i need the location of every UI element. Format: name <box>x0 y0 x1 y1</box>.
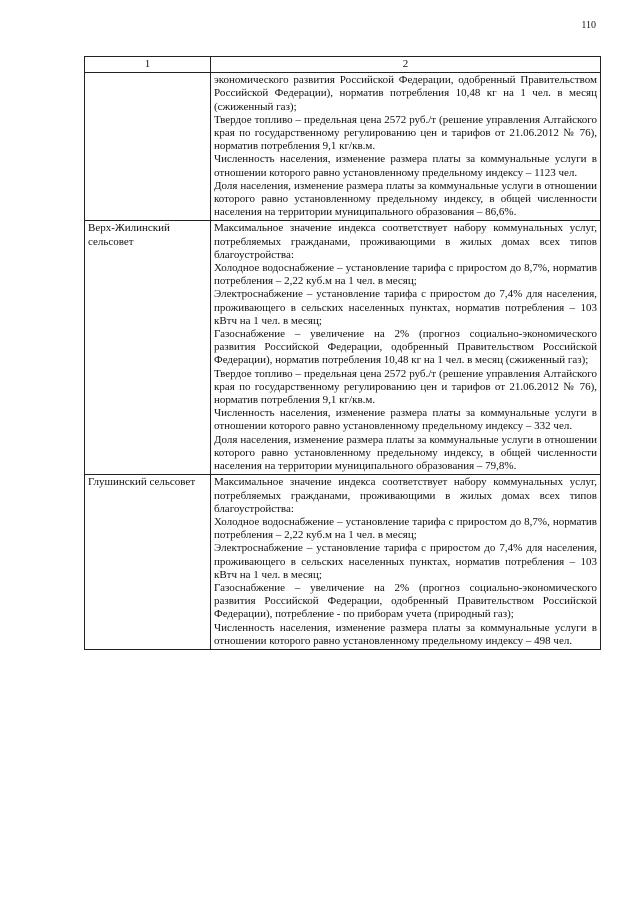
description-cell <box>211 475 601 650</box>
paragraph: экономического развития Российской Федерации, одобренный Правительством Российской Федерации), норматив потребления 10,48 кг на 1 чел. в месяц (сжиженный газ); <box>214 74 597 113</box>
table-row <box>85 221 601 475</box>
municipality-name: Верх-Жилинский сельсовет <box>88 222 170 248</box>
paragraph: Холодное водоснабжение – установление тарифа с приростом до 8,7%, норматив потребления – 2,22 куб.м на 1 чел. в месяц; <box>214 515 597 542</box>
description-cell <box>211 221 601 475</box>
table-header-row <box>85 57 601 73</box>
paragraph: Доля населения, изменение размера платы за коммунальные услуги в отношении которого равно установленному предельному индексу, в общей численности населения на территории муниципального образования – 86,6%. <box>214 179 597 219</box>
municipality-cell <box>85 73 211 221</box>
page-number: 110 <box>581 20 596 31</box>
paragraph: Газоснабжение – увеличение на 2% (прогноз социально-экономического развития Российской Федерации, одобренный Правительством Российской Федерации), потребление - по приборам учета (природный газ); <box>214 581 597 621</box>
municipality-name: Глушинский сельсовет <box>88 476 196 489</box>
table-row <box>85 475 601 650</box>
column-header-1: 1 <box>85 57 211 73</box>
paragraph: Максимальное значение индекса соответствует набору коммунальных услуг, потребляемых гражданами, проживающими в жилых домах всех типов благоустройства: <box>214 476 597 515</box>
paragraph: Доля населения, изменение размера платы за коммунальные услуги в отношении которого равно установленному предельному индексу, в общей численности населения на территории муниципального образования – 79,8%. <box>214 433 597 473</box>
municipality-cell <box>85 475 211 650</box>
description-cell <box>211 73 601 221</box>
paragraph: Максимальное значение индекса соответствует набору коммунальных услуг, потребляемых гражданами, проживающими в жилых домах всех типов благоустройства: <box>214 222 597 261</box>
paragraph: Электроснабжение – установление тарифа с приростом до 7,4% для населения, проживающего в сельских населенных пунктах, норматив потребления – 103 кВтч на 1 чел. в месяц; <box>214 288 597 327</box>
paragraph: Газоснабжение – увеличение на 2% (прогноз социально-экономического развития Российской Федерации, одобренный Правительством Российской Федерации), норматив потребления 10,48 кг на 1 чел. в месяц (сжиженный газ); <box>214 328 597 367</box>
paragraph: Электроснабжение – установление тарифа с приростом до 7,4% для населения, проживающего в сельских населенных пунктах, норматив потребления – 103 кВтч на 1 чел. в месяц; <box>214 542 597 581</box>
paragraph: Численность населения, изменение размера платы за коммунальные услуги в отношении которого равно установленному предельному индексу – 498 чел. <box>214 621 597 647</box>
column-header-2: 2 <box>211 57 601 73</box>
paragraph: Твердое топливо – предельная цена 2572 руб./т (решение управления Алтайского края по государственному регулированию цен и тарифов от 21.06.2012 № 76), норматив потребления 9,1 кг/кв.м. <box>214 113 597 153</box>
paragraph: Твердое топливо – предельная цена 2572 руб./т (решение управления Алтайского края по государственному регулированию цен и тарифов от 21.06.2012 № 76), норматив потребления 9,1 кг/кв.м. <box>214 367 597 407</box>
tariff-table <box>84 56 601 650</box>
paragraph: Холодное водоснабжение – установление тарифа с приростом до 8,7%, норматив потребления – 2,22 куб.м на 1 чел. в месяц; <box>214 262 597 288</box>
table-row <box>85 73 601 221</box>
municipality-cell <box>85 221 211 475</box>
paragraph: Численность населения, изменение размера платы за коммунальные услуги в отношении которого равно установленному предельному индексу – 332 чел. <box>214 407 597 433</box>
paragraph: Численность населения, изменение размера платы за коммунальные услуги в отношении которого равно установленному предельному индексу – 1123 чел. <box>214 153 597 179</box>
